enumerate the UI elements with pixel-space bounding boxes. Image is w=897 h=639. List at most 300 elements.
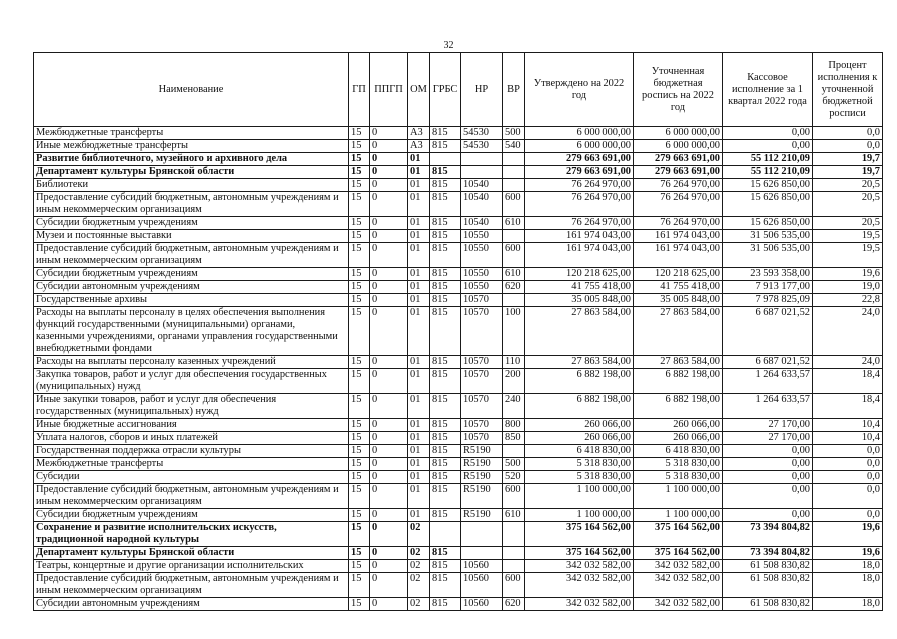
cell-om: 01 <box>408 153 430 166</box>
cell-vr: 200 <box>503 369 525 394</box>
cell-percent: 0,0 <box>813 458 883 471</box>
cell-name: Департамент культуры Брянской области <box>34 166 349 179</box>
cell-gp: 15 <box>349 445 370 458</box>
cell-grbs: 815 <box>430 458 461 471</box>
cell-np: 10550 <box>461 281 503 294</box>
table-row <box>34 369 883 394</box>
cell-om: 02 <box>408 560 430 573</box>
cell-refined: 161 974 043,00 <box>634 243 723 268</box>
cell-refined: 41 755 418,00 <box>634 281 723 294</box>
cell-ppgp: 0 <box>370 560 408 573</box>
cell-grbs: 815 <box>430 127 461 140</box>
cell-gp: 15 <box>349 268 370 281</box>
cell-approved: 279 663 691,00 <box>525 166 634 179</box>
cell-name: Иные закупки товаров, работ и услуг для обеспечения государственных (муниципальных) нужд <box>34 394 349 419</box>
cell-np: R5190 <box>461 484 503 509</box>
cell-refined: 161 974 043,00 <box>634 230 723 243</box>
table-row <box>34 560 883 573</box>
cell-ppgp: 0 <box>370 509 408 522</box>
cell-cash: 0,00 <box>723 509 813 522</box>
cell-om: 01 <box>408 369 430 394</box>
cell-name: Иные бюджетные ассигнования <box>34 419 349 432</box>
cell-refined: 120 218 625,00 <box>634 268 723 281</box>
cell-ppgp: 0 <box>370 307 408 356</box>
cell-grbs: 815 <box>430 166 461 179</box>
cell-gp: 15 <box>349 179 370 192</box>
cell-refined: 279 663 691,00 <box>634 166 723 179</box>
cell-ppgp: 0 <box>370 356 408 369</box>
cell-name: Предоставление субсидий бюджетным, автономным учреждениям и иным некоммерческим организациям <box>34 243 349 268</box>
cell-om: 01 <box>408 484 430 509</box>
cell-percent: 0,0 <box>813 140 883 153</box>
col-header-np: НР <box>461 53 503 127</box>
table-row <box>34 268 883 281</box>
table-row <box>34 445 883 458</box>
table-row <box>34 140 883 153</box>
cell-gp: 15 <box>349 522 370 547</box>
cell-om: 01 <box>408 217 430 230</box>
cell-percent: 20,5 <box>813 179 883 192</box>
cell-name: Субсидии автономным учреждениям <box>34 281 349 294</box>
cell-gp: 15 <box>349 217 370 230</box>
cell-percent: 22,8 <box>813 294 883 307</box>
cell-np: 10550 <box>461 243 503 268</box>
table-row <box>34 356 883 369</box>
cell-om: 01 <box>408 432 430 445</box>
cell-np: 10540 <box>461 179 503 192</box>
cell-approved: 6 882 198,00 <box>525 369 634 394</box>
cell-ppgp: 0 <box>370 140 408 153</box>
cell-name: Предоставление субсидий бюджетным, автономным учреждениям и иным некоммерческим организациям <box>34 484 349 509</box>
cell-ppgp: 0 <box>370 445 408 458</box>
cell-ppgp: 0 <box>370 192 408 217</box>
cell-refined: 76 264 970,00 <box>634 217 723 230</box>
table-row <box>34 243 883 268</box>
cell-vr: 500 <box>503 127 525 140</box>
cell-np: 54530 <box>461 140 503 153</box>
cell-ppgp: 0 <box>370 573 408 598</box>
cell-grbs: 815 <box>430 598 461 611</box>
cell-gp: 15 <box>349 471 370 484</box>
cell-refined: 342 032 582,00 <box>634 560 723 573</box>
cell-approved: 1 100 000,00 <box>525 484 634 509</box>
cell-np <box>461 153 503 166</box>
cell-om: А3 <box>408 127 430 140</box>
cell-om: 01 <box>408 192 430 217</box>
cell-om: 01 <box>408 394 430 419</box>
cell-approved: 35 005 848,00 <box>525 294 634 307</box>
cell-vr: 610 <box>503 217 525 230</box>
cell-ppgp: 0 <box>370 394 408 419</box>
cell-grbs: 815 <box>430 281 461 294</box>
table-row <box>34 179 883 192</box>
cell-vr: 600 <box>503 243 525 268</box>
cell-ppgp: 0 <box>370 547 408 560</box>
cell-om: 01 <box>408 281 430 294</box>
cell-vr: 500 <box>503 458 525 471</box>
cell-vr: 600 <box>503 192 525 217</box>
cell-vr <box>503 294 525 307</box>
cell-grbs: 815 <box>430 471 461 484</box>
cell-refined: 1 100 000,00 <box>634 484 723 509</box>
cell-om: 01 <box>408 471 430 484</box>
cell-cash: 6 687 021,52 <box>723 307 813 356</box>
table-body <box>34 127 883 611</box>
cell-percent: 20,5 <box>813 217 883 230</box>
cell-name: Расходы на выплаты персоналу казенных учреждений <box>34 356 349 369</box>
table-row <box>34 192 883 217</box>
cell-grbs <box>430 522 461 547</box>
table-row <box>34 127 883 140</box>
cell-vr: 610 <box>503 268 525 281</box>
cell-np: R5190 <box>461 458 503 471</box>
header-row <box>34 53 883 127</box>
cell-vr: 520 <box>503 471 525 484</box>
cell-refined: 1 100 000,00 <box>634 509 723 522</box>
cell-percent: 19,6 <box>813 547 883 560</box>
cell-percent: 19,6 <box>813 268 883 281</box>
cell-cash: 27 170,00 <box>723 432 813 445</box>
cell-vr: 610 <box>503 509 525 522</box>
table-row <box>34 573 883 598</box>
cell-name: Сохранение и развитие исполнительских искусств, традиционной народной культуры <box>34 522 349 547</box>
cell-vr: 620 <box>503 598 525 611</box>
cell-grbs: 815 <box>430 547 461 560</box>
cell-refined: 342 032 582,00 <box>634 573 723 598</box>
cell-om: 01 <box>408 268 430 281</box>
cell-approved: 6 000 000,00 <box>525 140 634 153</box>
table-row <box>34 217 883 230</box>
cell-name: Уплата налогов, сборов и иных платежей <box>34 432 349 445</box>
cell-np: 54530 <box>461 127 503 140</box>
cell-cash: 7 913 177,00 <box>723 281 813 294</box>
cell-refined: 27 863 584,00 <box>634 356 723 369</box>
cell-np: 10550 <box>461 230 503 243</box>
cell-name: Библиотеки <box>34 179 349 192</box>
cell-gp: 15 <box>349 192 370 217</box>
cell-ppgp: 0 <box>370 432 408 445</box>
cell-grbs: 815 <box>430 509 461 522</box>
cell-percent: 18,4 <box>813 394 883 419</box>
cell-grbs: 815 <box>430 230 461 243</box>
cell-vr <box>503 445 525 458</box>
cell-approved: 342 032 582,00 <box>525 560 634 573</box>
table-row <box>34 484 883 509</box>
cell-vr <box>503 153 525 166</box>
cell-name: Закупка товаров, работ и услуг для обеспечения государственных (муниципальных) нужд <box>34 369 349 394</box>
table-row <box>34 432 883 445</box>
cell-om: 01 <box>408 509 430 522</box>
cell-np: 10560 <box>461 560 503 573</box>
cell-approved: 342 032 582,00 <box>525 598 634 611</box>
cell-om: А3 <box>408 140 430 153</box>
cell-gp: 15 <box>349 394 370 419</box>
cell-om: 01 <box>408 419 430 432</box>
cell-approved: 1 100 000,00 <box>525 509 634 522</box>
cell-cash: 1 264 633,57 <box>723 369 813 394</box>
cell-refined: 76 264 970,00 <box>634 192 723 217</box>
cell-grbs: 815 <box>430 432 461 445</box>
cell-ppgp: 0 <box>370 598 408 611</box>
cell-refined: 27 863 584,00 <box>634 307 723 356</box>
cell-grbs <box>430 153 461 166</box>
cell-name: Субсидии бюджетным учреждениям <box>34 217 349 230</box>
cell-cash: 61 508 830,82 <box>723 573 813 598</box>
cell-np <box>461 547 503 560</box>
cell-gp: 15 <box>349 127 370 140</box>
cell-ppgp: 0 <box>370 268 408 281</box>
cell-vr: 240 <box>503 394 525 419</box>
table-row <box>34 166 883 179</box>
cell-name: Иные межбюджетные трансферты <box>34 140 349 153</box>
cell-cash: 15 626 850,00 <box>723 217 813 230</box>
cell-gp: 15 <box>349 140 370 153</box>
cell-cash: 0,00 <box>723 484 813 509</box>
cell-grbs: 815 <box>430 445 461 458</box>
cell-np: 10570 <box>461 394 503 419</box>
cell-om: 02 <box>408 598 430 611</box>
col-header-name: Наименование <box>34 53 349 127</box>
cell-refined: 6 418 830,00 <box>634 445 723 458</box>
cell-approved: 27 863 584,00 <box>525 307 634 356</box>
cell-grbs: 815 <box>430 217 461 230</box>
cell-grbs: 815 <box>430 369 461 394</box>
cell-np: 10540 <box>461 217 503 230</box>
cell-grbs: 815 <box>430 179 461 192</box>
cell-cash: 0,00 <box>723 140 813 153</box>
cell-refined: 260 066,00 <box>634 419 723 432</box>
cell-percent: 18,4 <box>813 369 883 394</box>
cell-np: R5190 <box>461 509 503 522</box>
table-row <box>34 230 883 243</box>
cell-gp: 15 <box>349 419 370 432</box>
table-row <box>34 598 883 611</box>
cell-refined: 342 032 582,00 <box>634 598 723 611</box>
table-row <box>34 394 883 419</box>
cell-gp: 15 <box>349 458 370 471</box>
cell-cash: 0,00 <box>723 458 813 471</box>
cell-approved: 76 264 970,00 <box>525 179 634 192</box>
cell-cash: 1 264 633,57 <box>723 394 813 419</box>
cell-np: 10540 <box>461 192 503 217</box>
cell-ppgp: 0 <box>370 217 408 230</box>
cell-approved: 76 264 970,00 <box>525 192 634 217</box>
cell-percent: 18,0 <box>813 560 883 573</box>
cell-name: Предоставление субсидий бюджетным, автономным учреждениям и иным некоммерческим организациям <box>34 192 349 217</box>
cell-np: 10570 <box>461 419 503 432</box>
cell-grbs: 815 <box>430 356 461 369</box>
cell-ppgp: 0 <box>370 484 408 509</box>
cell-vr: 620 <box>503 281 525 294</box>
table-row <box>34 419 883 432</box>
cell-grbs: 815 <box>430 268 461 281</box>
cell-cash: 7 978 825,09 <box>723 294 813 307</box>
cell-refined: 375 164 562,00 <box>634 547 723 560</box>
col-header-grbs: ГРБС <box>430 53 461 127</box>
cell-ppgp: 0 <box>370 369 408 394</box>
cell-gp: 15 <box>349 369 370 394</box>
cell-grbs: 815 <box>430 560 461 573</box>
cell-om: 02 <box>408 547 430 560</box>
cell-percent: 18,0 <box>813 573 883 598</box>
cell-gp: 15 <box>349 560 370 573</box>
table-row <box>34 307 883 356</box>
cell-ppgp: 0 <box>370 522 408 547</box>
cell-cash: 61 508 830,82 <box>723 598 813 611</box>
cell-grbs: 815 <box>430 294 461 307</box>
cell-approved: 375 164 562,00 <box>525 522 634 547</box>
cell-gp: 15 <box>349 153 370 166</box>
cell-approved: 375 164 562,00 <box>525 547 634 560</box>
cell-np: 10570 <box>461 356 503 369</box>
cell-percent: 0,0 <box>813 509 883 522</box>
cell-name: Субсидии бюджетным учреждениям <box>34 509 349 522</box>
cell-np: 10570 <box>461 432 503 445</box>
cell-approved: 5 318 830,00 <box>525 471 634 484</box>
cell-grbs: 815 <box>430 484 461 509</box>
cell-approved: 161 974 043,00 <box>525 243 634 268</box>
cell-percent: 19,6 <box>813 522 883 547</box>
cell-om: 02 <box>408 522 430 547</box>
cell-approved: 260 066,00 <box>525 419 634 432</box>
cell-vr: 600 <box>503 573 525 598</box>
cell-gp: 15 <box>349 573 370 598</box>
cell-np: 10570 <box>461 369 503 394</box>
cell-name: Субсидии бюджетным учреждениям <box>34 268 349 281</box>
cell-cash: 15 626 850,00 <box>723 192 813 217</box>
col-header-percent: Процент исполнения к уточненной бюджетной росписи <box>813 53 883 127</box>
cell-percent: 19,7 <box>813 166 883 179</box>
cell-percent: 24,0 <box>813 356 883 369</box>
cell-name: Субсидии <box>34 471 349 484</box>
cell-np: 10570 <box>461 307 503 356</box>
cell-grbs: 815 <box>430 192 461 217</box>
cell-om: 01 <box>408 166 430 179</box>
table-row <box>34 471 883 484</box>
cell-gp: 15 <box>349 432 370 445</box>
cell-refined: 35 005 848,00 <box>634 294 723 307</box>
cell-approved: 5 318 830,00 <box>525 458 634 471</box>
cell-np <box>461 522 503 547</box>
cell-om: 01 <box>408 243 430 268</box>
cell-name: Субсидии автономным учреждениям <box>34 598 349 611</box>
cell-gp: 15 <box>349 356 370 369</box>
cell-percent: 10,4 <box>813 432 883 445</box>
cell-vr: 540 <box>503 140 525 153</box>
table-row <box>34 522 883 547</box>
cell-percent: 18,0 <box>813 598 883 611</box>
cell-vr: 800 <box>503 419 525 432</box>
cell-grbs: 815 <box>430 243 461 268</box>
cell-name: Департамент культуры Брянской области <box>34 547 349 560</box>
cell-refined: 6 000 000,00 <box>634 140 723 153</box>
cell-vr <box>503 230 525 243</box>
cell-name: Межбюджетные трансферты <box>34 458 349 471</box>
cell-vr <box>503 179 525 192</box>
cell-percent: 0,0 <box>813 471 883 484</box>
cell-cash: 0,00 <box>723 445 813 458</box>
cell-ppgp: 0 <box>370 419 408 432</box>
cell-refined: 6 882 198,00 <box>634 369 723 394</box>
cell-percent: 20,5 <box>813 192 883 217</box>
cell-grbs: 815 <box>430 394 461 419</box>
cell-om: 02 <box>408 573 430 598</box>
cell-percent: 24,0 <box>813 307 883 356</box>
cell-gp: 15 <box>349 243 370 268</box>
cell-cash: 0,00 <box>723 471 813 484</box>
cell-om: 01 <box>408 445 430 458</box>
cell-approved: 161 974 043,00 <box>525 230 634 243</box>
cell-ppgp: 0 <box>370 294 408 307</box>
cell-refined: 76 264 970,00 <box>634 179 723 192</box>
cell-ppgp: 0 <box>370 153 408 166</box>
cell-cash: 61 508 830,82 <box>723 560 813 573</box>
cell-gp: 15 <box>349 598 370 611</box>
cell-percent: 19,7 <box>813 153 883 166</box>
cell-name: Государственная поддержка отрасли культуры <box>34 445 349 458</box>
cell-percent: 19,5 <box>813 243 883 268</box>
cell-vr <box>503 166 525 179</box>
cell-approved: 279 663 691,00 <box>525 153 634 166</box>
cell-gp: 15 <box>349 509 370 522</box>
cell-grbs: 815 <box>430 307 461 356</box>
table-row <box>34 153 883 166</box>
cell-np <box>461 166 503 179</box>
col-header-refined: Уточненная бюджетная роспись на 2022 год <box>634 53 723 127</box>
cell-cash: 73 394 804,82 <box>723 547 813 560</box>
cell-refined: 6 000 000,00 <box>634 127 723 140</box>
cell-om: 01 <box>408 356 430 369</box>
cell-grbs: 815 <box>430 573 461 598</box>
cell-approved: 342 032 582,00 <box>525 573 634 598</box>
cell-gp: 15 <box>349 230 370 243</box>
cell-cash: 0,00 <box>723 127 813 140</box>
cell-percent: 10,4 <box>813 419 883 432</box>
cell-gp: 15 <box>349 307 370 356</box>
cell-ppgp: 0 <box>370 471 408 484</box>
cell-ppgp: 0 <box>370 127 408 140</box>
cell-percent: 0,0 <box>813 445 883 458</box>
table-row <box>34 281 883 294</box>
cell-cash: 73 394 804,82 <box>723 522 813 547</box>
cell-np: 10560 <box>461 598 503 611</box>
cell-vr <box>503 547 525 560</box>
cell-name: Развитие библиотечного, музейного и архивного дела <box>34 153 349 166</box>
cell-vr: 600 <box>503 484 525 509</box>
col-header-cash: Кассовое исполнение за 1 квартал 2022 года <box>723 53 813 127</box>
cell-cash: 27 170,00 <box>723 419 813 432</box>
cell-percent: 0,0 <box>813 127 883 140</box>
cell-cash: 6 687 021,52 <box>723 356 813 369</box>
cell-approved: 41 755 418,00 <box>525 281 634 294</box>
table-row <box>34 294 883 307</box>
cell-approved: 6 882 198,00 <box>525 394 634 419</box>
cell-gp: 15 <box>349 294 370 307</box>
cell-np: 10570 <box>461 294 503 307</box>
cell-approved: 27 863 584,00 <box>525 356 634 369</box>
cell-ppgp: 0 <box>370 458 408 471</box>
cell-ppgp: 0 <box>370 230 408 243</box>
page-number: 32 <box>443 40 454 51</box>
cell-om: 01 <box>408 230 430 243</box>
cell-name: Межбюджетные трансферты <box>34 127 349 140</box>
cell-name: Государственные архивы <box>34 294 349 307</box>
cell-name: Театры, концертные и другие организации исполнительских <box>34 560 349 573</box>
cell-grbs: 815 <box>430 140 461 153</box>
cell-refined: 6 882 198,00 <box>634 394 723 419</box>
col-header-om: ОМ <box>408 53 430 127</box>
cell-gp: 15 <box>349 484 370 509</box>
